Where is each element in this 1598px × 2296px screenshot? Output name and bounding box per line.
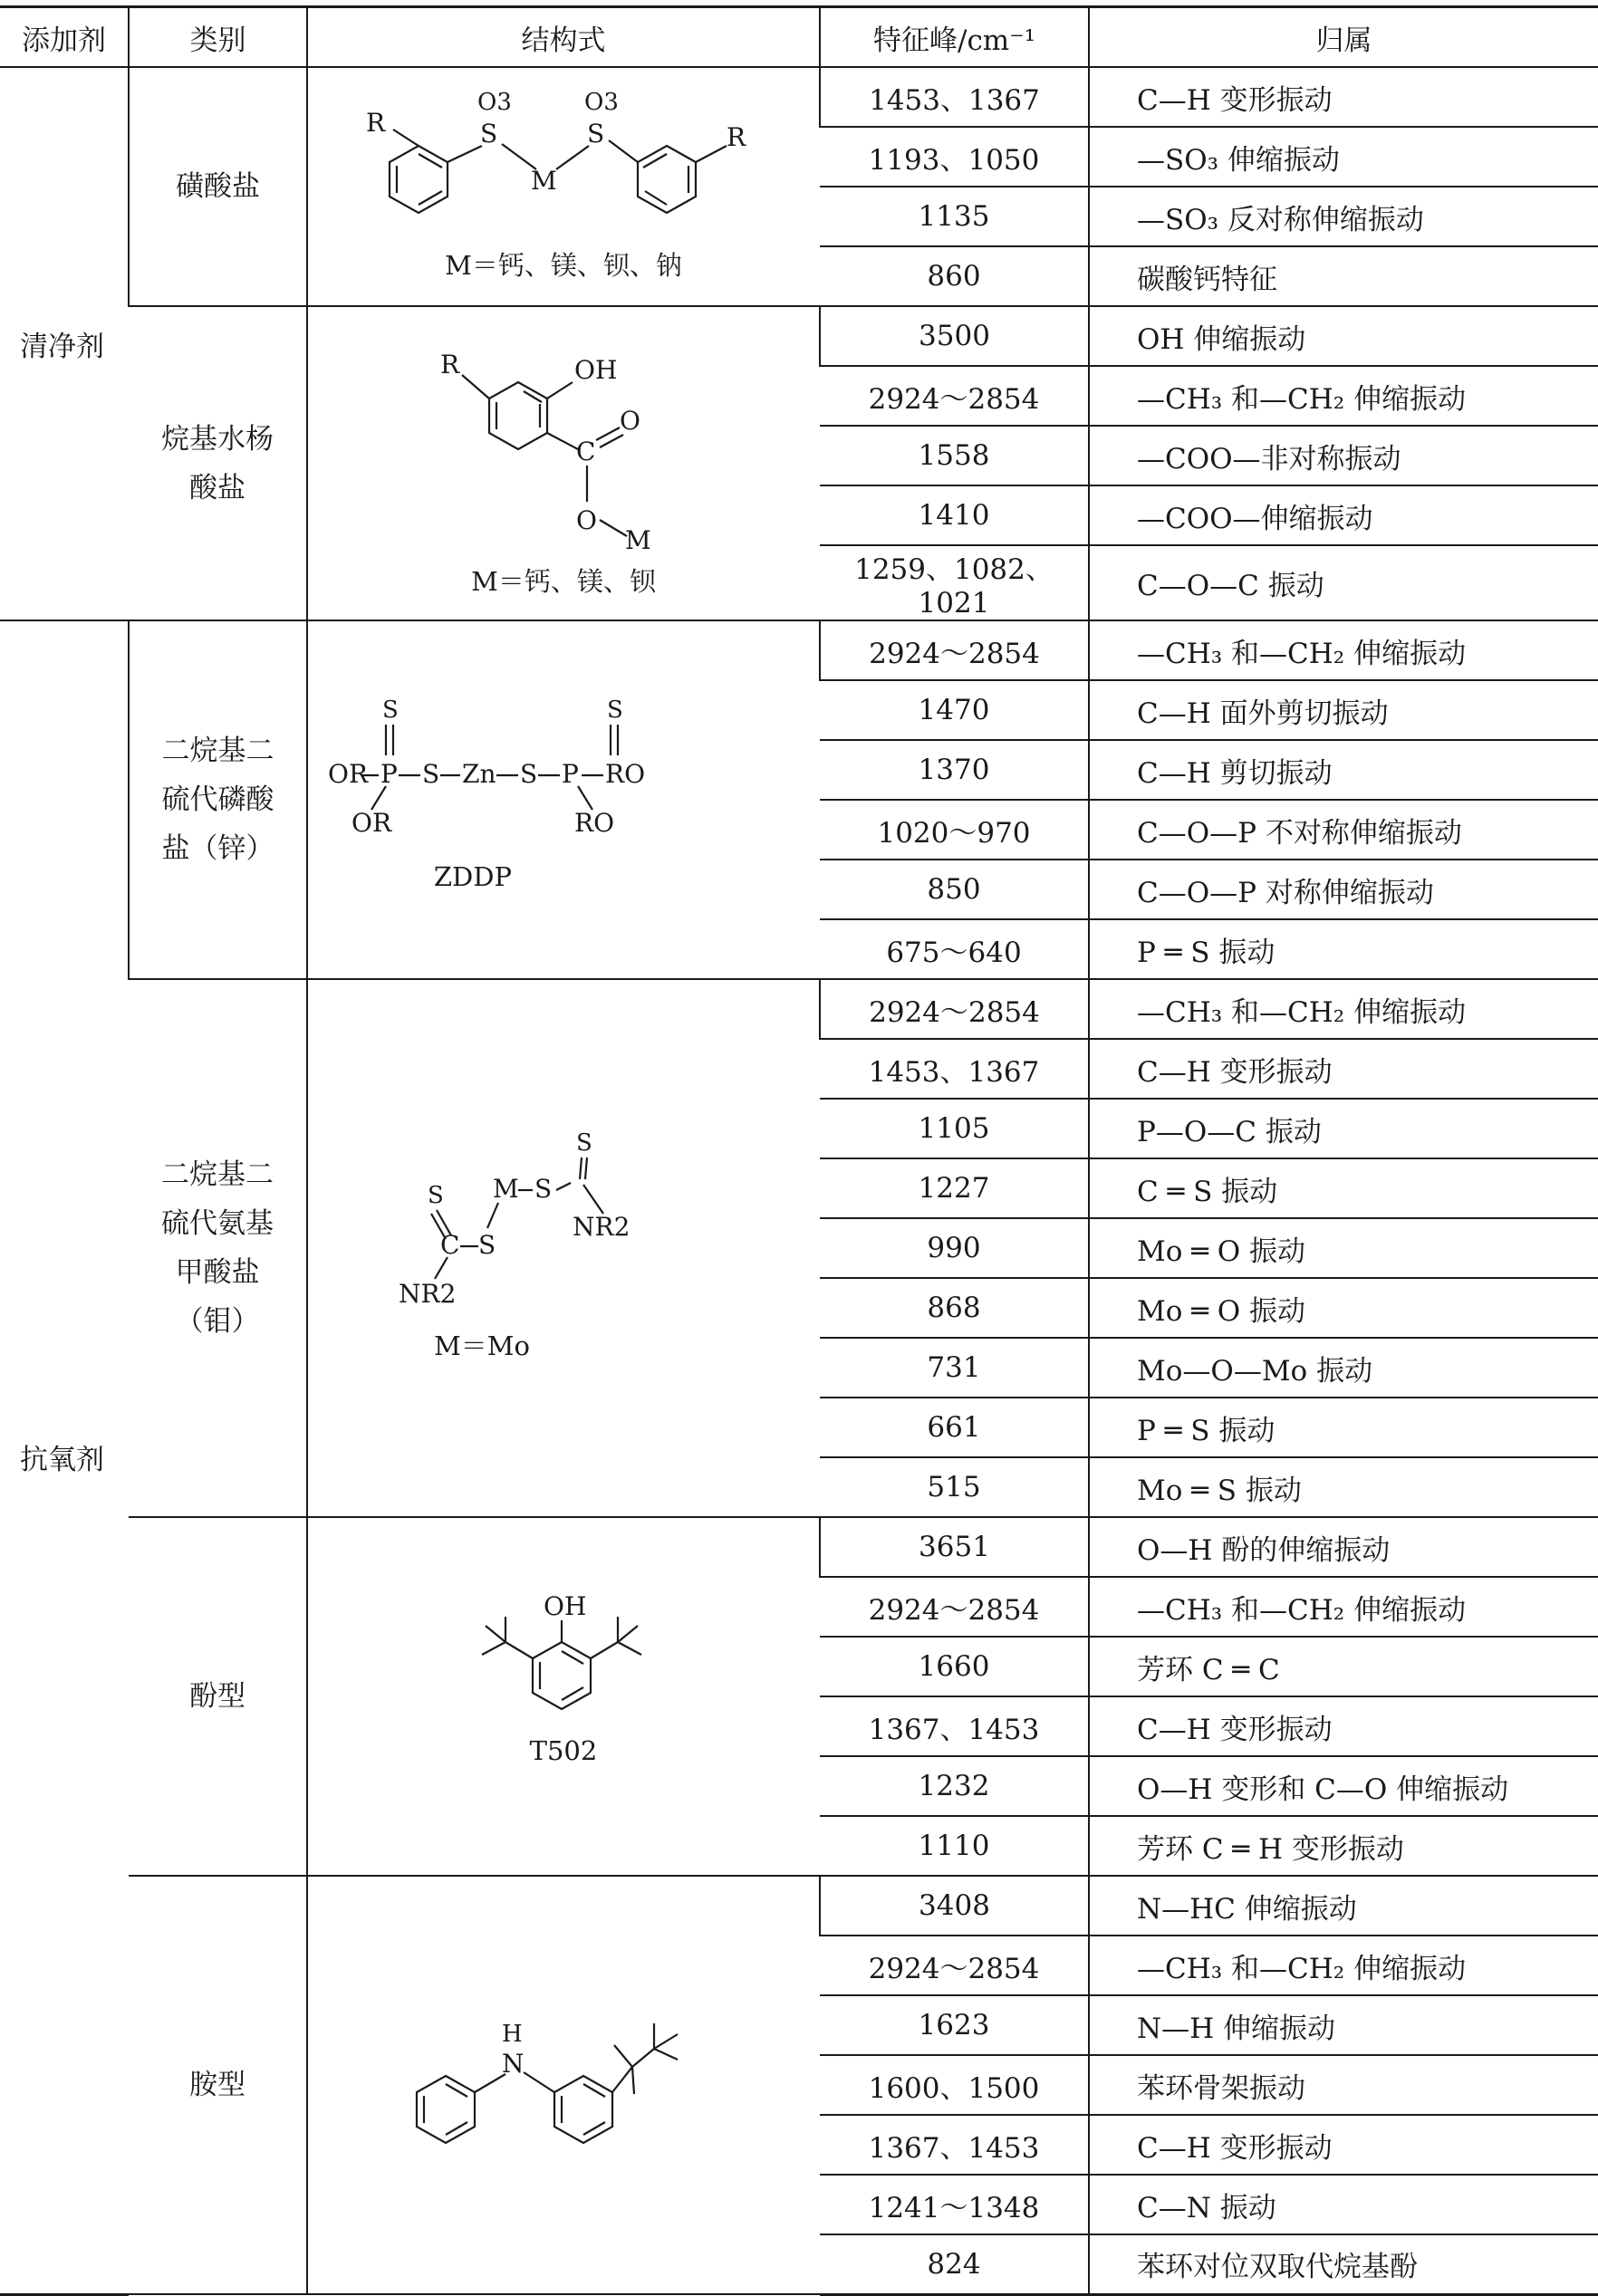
assignment-cell: C—H 变形振动: [1089, 2115, 1598, 2175]
structure-caption: M＝Mo: [434, 1331, 530, 1361]
category-name: 二烷基二硫代磷酸盐（锌）: [161, 735, 274, 865]
svg-text:R: R: [727, 122, 746, 152]
svg-text:O3: O3: [477, 89, 512, 116]
modtc-structure: [346, 1130, 781, 1366]
category-cell: [129, 67, 307, 306]
svg-text:NR2: NR2: [573, 1212, 631, 1242]
peak-cell: 1558: [820, 426, 1089, 485]
peak-cell: 1110: [820, 1816, 1089, 1876]
zddp-structure: [328, 696, 799, 904]
assignment-cell: —COO—非对称振动: [1089, 426, 1598, 485]
category-cell: [129, 620, 307, 979]
table-body: [0, 67, 1598, 2294]
svg-text:OH: OH: [544, 1591, 587, 1621]
svg-text:M: M: [531, 166, 557, 196]
svg-text:C: C: [440, 1230, 460, 1260]
assignment-cell: C—H 面外剪切振动: [1089, 680, 1598, 740]
assignment-cell: C—H 剪切振动: [1089, 740, 1598, 800]
peak-cell: 1367、1453: [820, 2115, 1089, 2175]
structure-caption: M＝钙、镁、钡、钠: [445, 250, 682, 281]
additive-cell: 抗氧剂: [0, 620, 129, 2294]
peak-cell: 1020～970: [820, 800, 1089, 860]
structure-cell: [307, 620, 820, 979]
svg-text:P: P: [380, 759, 398, 789]
peak-cell: 1367、1453: [820, 1696, 1089, 1756]
assignment-cell: C—O—C 振动: [1089, 545, 1598, 620]
category-name: 磺酸盐: [176, 170, 260, 203]
assignment-cell: P ═ S 振动: [1089, 919, 1598, 979]
svg-text:OH: OH: [574, 354, 618, 385]
svg-text:R: R: [440, 349, 460, 379]
assignment-cell: O—H 变形和 C—O 伸缩振动: [1089, 1756, 1598, 1816]
peak-cell: 2924～2854: [820, 366, 1089, 426]
peak-cell: 1623: [820, 1995, 1089, 2055]
assignment-cell: Mo—O—Mo 振动: [1089, 1338, 1598, 1398]
assignment-cell: N—HC 伸缩振动: [1089, 1876, 1598, 1936]
svg-text:S: S: [576, 1130, 592, 1157]
peak-cell: 1660: [820, 1637, 1089, 1696]
benzene-ring: [489, 382, 547, 449]
svg-text:S: S: [478, 1230, 496, 1260]
assignment-cell: 芳环 C ═ C: [1089, 1637, 1598, 1696]
peak-cell: 2924～2854: [820, 620, 1089, 680]
structure-caption: M＝钙、镁、钡: [471, 565, 656, 597]
svg-text:S: S: [520, 759, 538, 789]
table-row: [0, 306, 1598, 366]
category-cell: [129, 306, 307, 620]
structure-cell: [307, 306, 820, 620]
svg-text:C: C: [576, 436, 596, 466]
t502-structure: [446, 1588, 681, 1805]
assignment-cell: —COO—伸缩振动: [1089, 485, 1598, 545]
peak-cell: 1259、1082、1021: [820, 545, 1089, 620]
peak-cell: 1105: [820, 1099, 1089, 1158]
assignment-cell: Mo ═ O 振动: [1089, 1278, 1598, 1338]
peak-cell: 1470: [820, 680, 1089, 740]
assignment-cell: C—O—P 对称伸缩振动: [1089, 860, 1598, 919]
header-row: [0, 7, 1598, 68]
assignment-cell: P ═ S 振动: [1089, 1398, 1598, 1457]
assignment-cell: OH 伸缩振动: [1089, 306, 1598, 366]
table-row: [0, 979, 1598, 1039]
svg-text:RO: RO: [574, 808, 615, 838]
ir-peak-table: [0, 5, 1598, 2296]
assignment-cell: P—O—C 振动: [1089, 1099, 1598, 1158]
peak-cell: 2924～2854: [820, 1577, 1089, 1637]
category-cell: [129, 979, 307, 1517]
svg-text:NR2: NR2: [399, 1279, 457, 1309]
svg-text:RO: RO: [605, 759, 646, 789]
assignment-cell: —SO₃ 伸缩振动: [1089, 127, 1598, 187]
svg-text:M: M: [625, 524, 651, 555]
svg-text:H: H: [502, 2021, 523, 2048]
assignment-cell: C—O—P 不对称伸缩振动: [1089, 800, 1598, 860]
assignment-cell: C—H 变形振动: [1089, 1039, 1598, 1099]
peak-cell: 1232: [820, 1756, 1089, 1816]
structure-label: R: [366, 108, 386, 138]
assignment-cell: —SO₃ 反对称伸缩振动: [1089, 187, 1598, 246]
peak-cell: 850: [820, 860, 1089, 919]
table-row: [0, 620, 1598, 680]
structure-cell: [307, 1517, 820, 1876]
peak-cell: 1241～1348: [820, 2175, 1089, 2234]
peak-cell: 3651: [820, 1517, 1089, 1577]
assignment-cell: 碳酸钙特征: [1089, 246, 1598, 306]
category-name: 酚型: [189, 1680, 245, 1713]
assignment-cell: 苯环骨架振动: [1089, 2055, 1598, 2115]
peak-cell: 675～640: [820, 919, 1089, 979]
category-name: 二烷基二硫代氨基甲酸盐（钼）: [161, 1158, 274, 1338]
structure-caption: ZDDP: [433, 861, 513, 892]
svg-text:N: N: [502, 2049, 525, 2079]
header-assignment: 归属: [1089, 7, 1598, 68]
svg-text:S: S: [534, 1174, 553, 1204]
peak-cell: 1135: [820, 187, 1089, 246]
peak-cell: 990: [820, 1218, 1089, 1278]
header-structure: 结构式: [307, 7, 820, 68]
assignment-cell: —CH₃ 和—CH₂ 伸缩振动: [1089, 1577, 1598, 1637]
assignment-cell: C ═ S 振动: [1089, 1158, 1598, 1218]
peak-cell: 3500: [820, 306, 1089, 366]
amine-structure: [391, 1985, 736, 2185]
peak-cell: 1227: [820, 1158, 1089, 1218]
peak-cell: 661: [820, 1398, 1089, 1457]
peak-cell: 1453、1367: [820, 67, 1089, 127]
assignment-cell: C—H 变形振动: [1089, 1696, 1598, 1756]
svg-text:OR: OR: [351, 808, 392, 838]
peak-cell: 1193、1050: [820, 127, 1089, 187]
svg-text:S: S: [607, 696, 623, 724]
table-row: [0, 1517, 1598, 1577]
benzene-ring-right: [554, 2076, 612, 2143]
header-peak: 特征峰/cm⁻¹: [820, 7, 1089, 68]
peak-cell: 2924～2854: [820, 979, 1089, 1039]
peak-cell: 2924～2854: [820, 1936, 1089, 1995]
structure-cell: [307, 1876, 820, 2294]
svg-text:S: S: [587, 119, 605, 149]
peak-cell: 3408: [820, 1876, 1089, 1936]
additive-cell: 清净剂: [0, 67, 129, 620]
svg-text:M: M: [493, 1174, 519, 1204]
category-cell: [129, 1517, 307, 1876]
peak-cell: 731: [820, 1338, 1089, 1398]
benzene-ring-left: [390, 146, 448, 213]
category-cell: [129, 1876, 307, 2294]
assignment-cell: 苯环对位双取代烷基酚: [1089, 2234, 1598, 2294]
assignment-cell: C—N 振动: [1089, 2175, 1598, 2234]
sulfonate-structure: [346, 73, 781, 300]
peak-cell: 515: [820, 1457, 1089, 1517]
structure-caption: T502: [529, 1735, 598, 1766]
svg-text:O: O: [576, 504, 597, 535]
svg-text:S: S: [480, 119, 498, 149]
peak-cell: 860: [820, 246, 1089, 306]
structure-cell: [307, 979, 820, 1517]
svg-text:Zn: Zn: [462, 759, 496, 789]
assignment-cell: O—H 酚的伸缩振动: [1089, 1517, 1598, 1577]
svg-text:O: O: [620, 405, 640, 436]
svg-text:P: P: [562, 759, 579, 789]
assignment-cell: 芳环 C ═ H 变形振动: [1089, 1816, 1598, 1876]
header-category: 类别: [129, 7, 307, 68]
assignment-cell: Mo ═ S 振动: [1089, 1457, 1598, 1517]
benzene-ring-left: [417, 2076, 475, 2143]
peak-cell: 824: [820, 2234, 1089, 2294]
table-row: [0, 1876, 1598, 1936]
category-name: 胺型: [189, 2069, 245, 2101]
assignment-cell: N—H 伸缩振动: [1089, 1995, 1598, 2055]
structure-cell: [307, 67, 820, 306]
assignment-cell: —CH₃ 和—CH₂ 伸缩振动: [1089, 1936, 1598, 1995]
assignment-cell: C—H 变形振动: [1089, 67, 1598, 127]
peak-cell: 1410: [820, 485, 1089, 545]
assignment-cell: —CH₃ 和—CH₂ 伸缩振动: [1089, 366, 1598, 426]
svg-text:S: S: [428, 1182, 444, 1209]
category-name: 烷基水杨酸盐: [161, 422, 274, 504]
salicylate-structure: [346, 328, 781, 600]
svg-text:O3: O3: [584, 89, 619, 116]
peak-cell: 1453、1367: [820, 1039, 1089, 1099]
svg-text:S: S: [422, 759, 440, 789]
assignment-cell: Mo ═ O 振动: [1089, 1218, 1598, 1278]
header-additive: 添加剂: [0, 7, 129, 68]
assignment-cell: —CH₃ 和—CH₂ 伸缩振动: [1089, 620, 1598, 680]
benzene-ring-right: [638, 146, 696, 213]
table-row: [0, 67, 1598, 127]
peak-cell: 868: [820, 1278, 1089, 1338]
assignment-cell: —CH₃ 和—CH₂ 伸缩振动: [1089, 979, 1598, 1039]
peak-cell: 1600、1500: [820, 2055, 1089, 2115]
svg-text:S: S: [382, 696, 399, 724]
svg-text:OR: OR: [328, 759, 369, 789]
peak-cell: 1370: [820, 740, 1089, 800]
